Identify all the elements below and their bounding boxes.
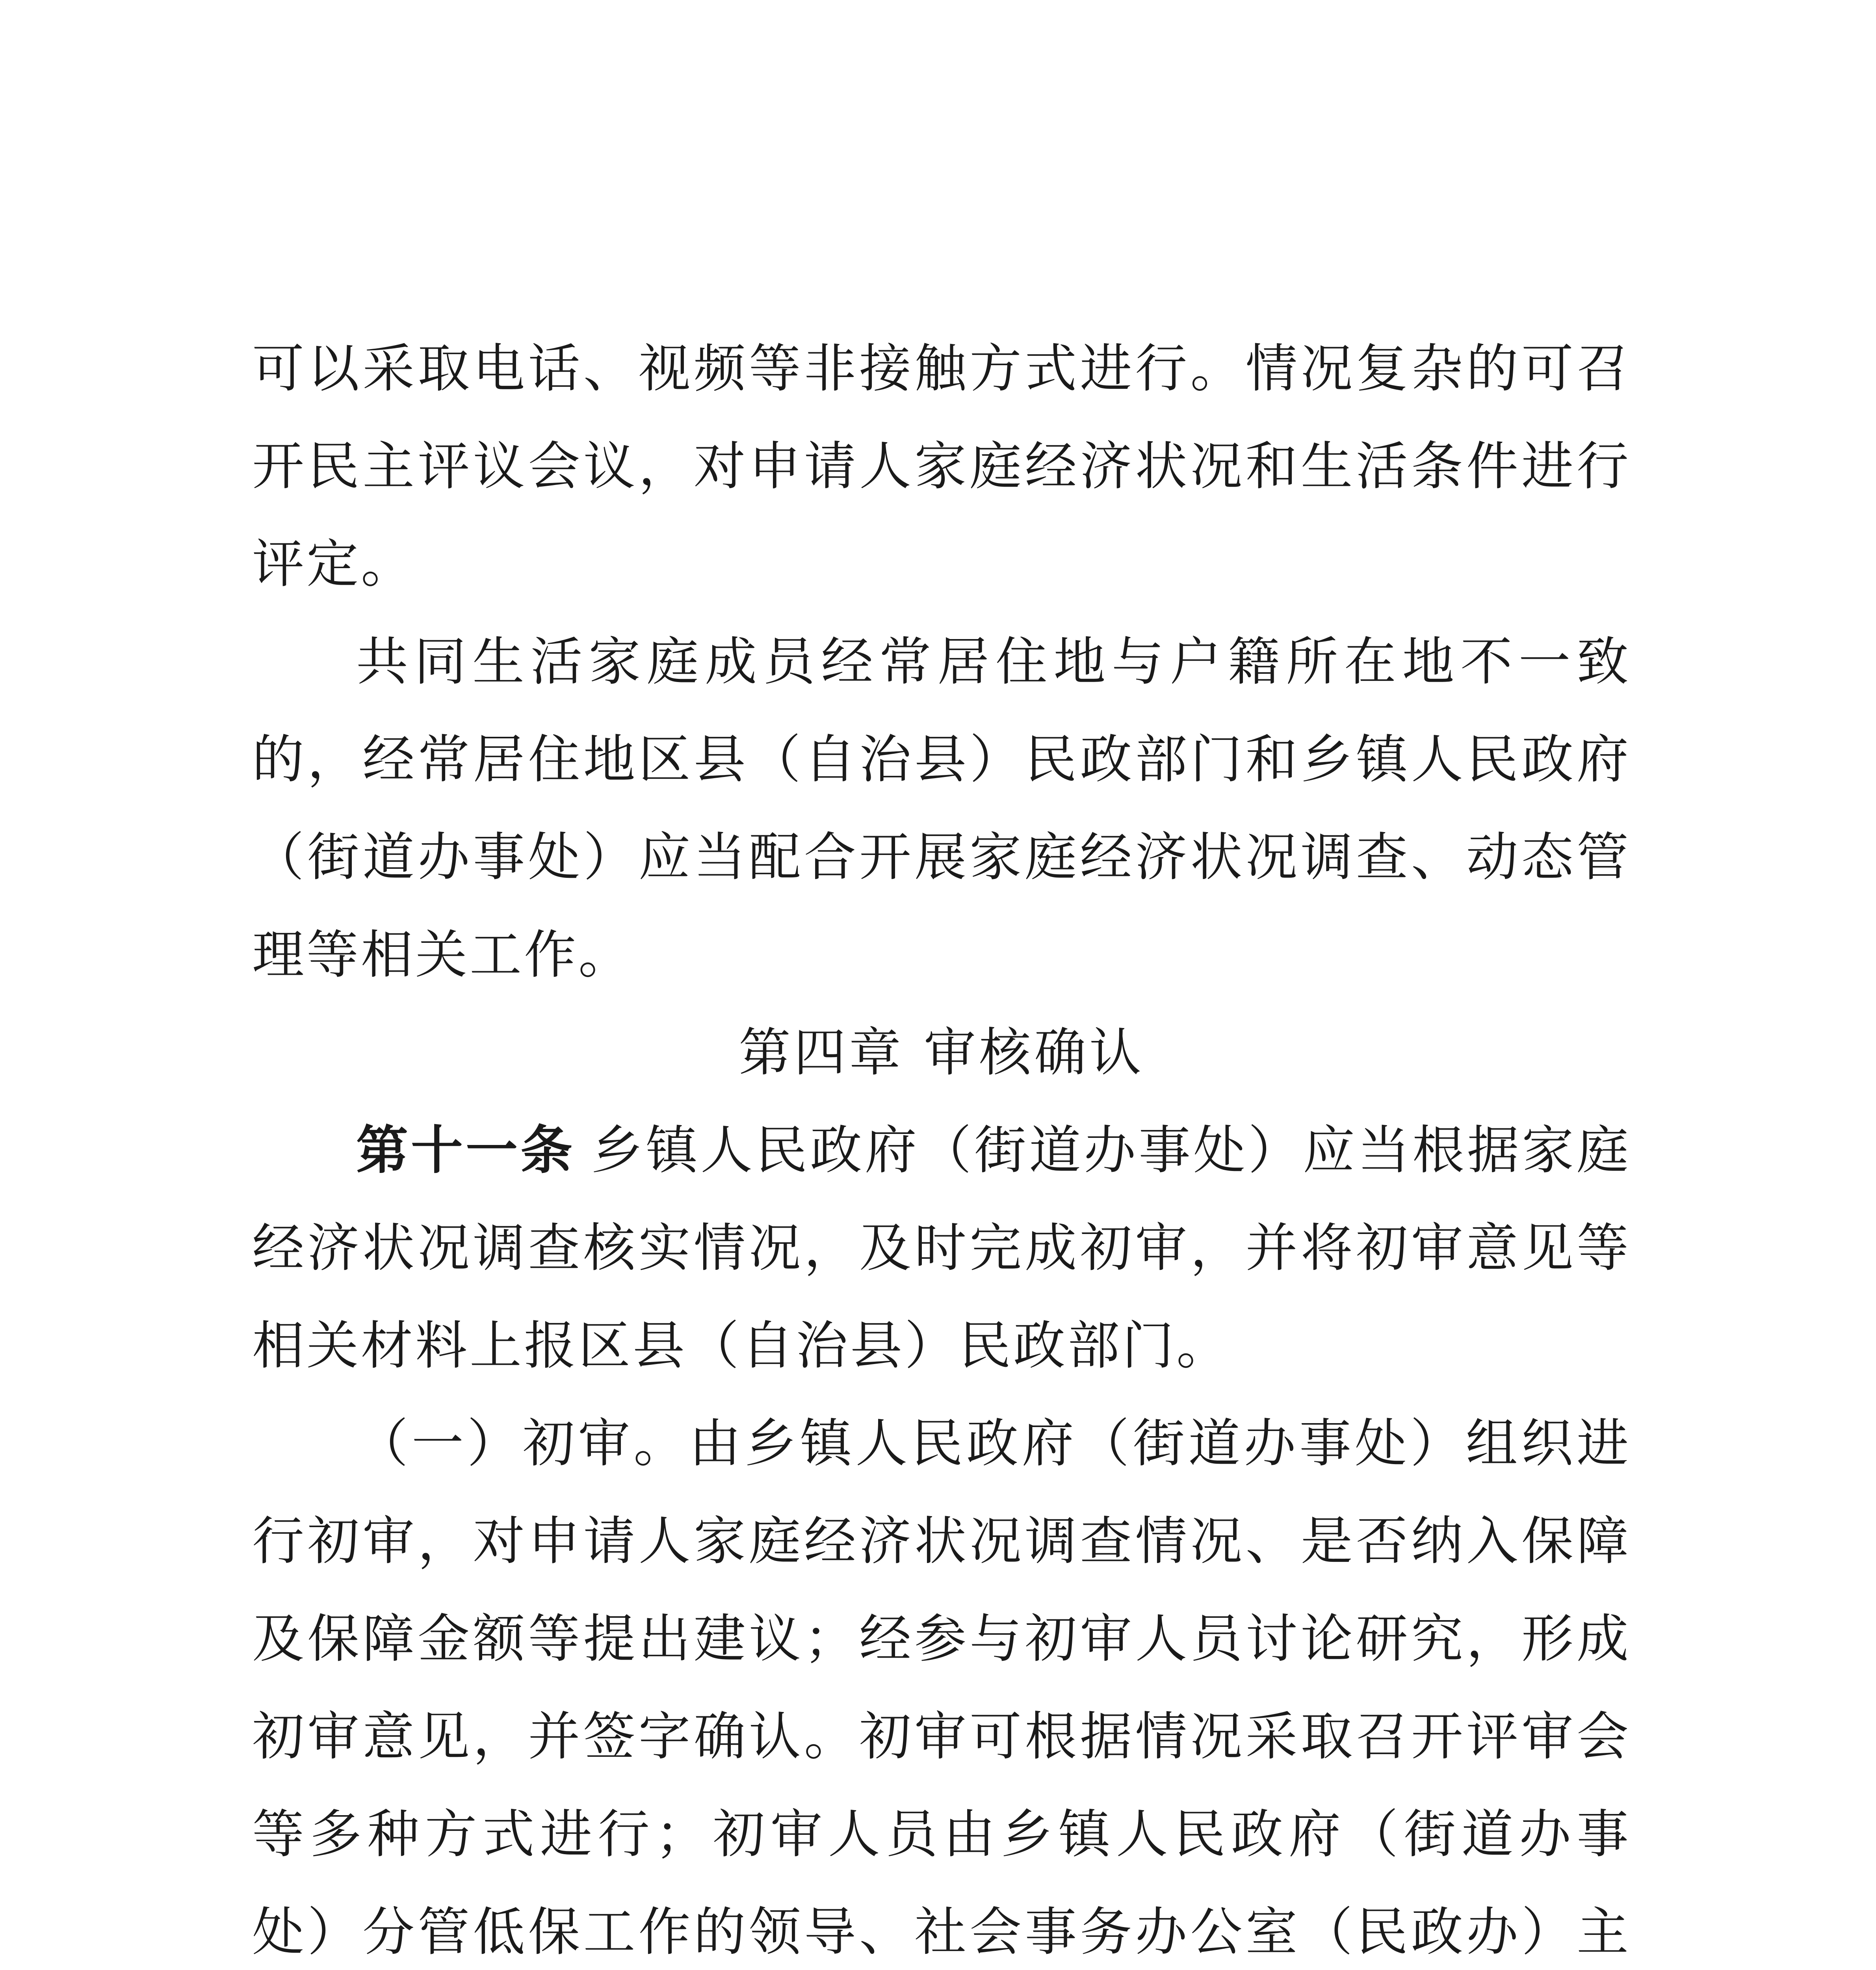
article-eleven xyxy=(252,1102,1631,1395)
page-body xyxy=(252,320,1631,1970)
article-text: 乡镇人民政府（街道办事处）应当根据家庭经济状况调查核实情况，及时完成初审，并将初审意见等相关材料上报区县（自治县）民政部门。 xyxy=(252,1120,1631,1376)
article-label: 第十一条 xyxy=(356,1120,575,1181)
chapter-heading: 第四章 审核确认 xyxy=(739,1022,1144,1083)
item-preliminary-review: （一）初审。由乡镇人民政府（街道办事处）组织进行初审，对申请人家庭经济状况调查情况、是否纳入保障及保障金额等提出建议；经参与初审人员讨论研究，形成初审意见，并签字确认。初审可根据情况采取召开评审会等多种方式进行；初审人员由乡镇人民政府（街道办事处）分管低保工作的领导、社会事务办公室（民政办）主 xyxy=(252,1413,1631,1963)
paragraph-residence: 共同生活家庭成员经常居住地与户籍所在地不一致的，经常居住地区县（自治县）民政部门和乡镇人民政府（街道办事处）应当配合开展家庭经济状况调查、动态管理等相关工作。 xyxy=(252,632,1631,985)
paragraph-continued: 可以采取电话、视频等非接触方式进行。情况复杂的可召开民主评议会议，对申请人家庭经济状况和生活条件进行评定。 xyxy=(252,338,1631,595)
